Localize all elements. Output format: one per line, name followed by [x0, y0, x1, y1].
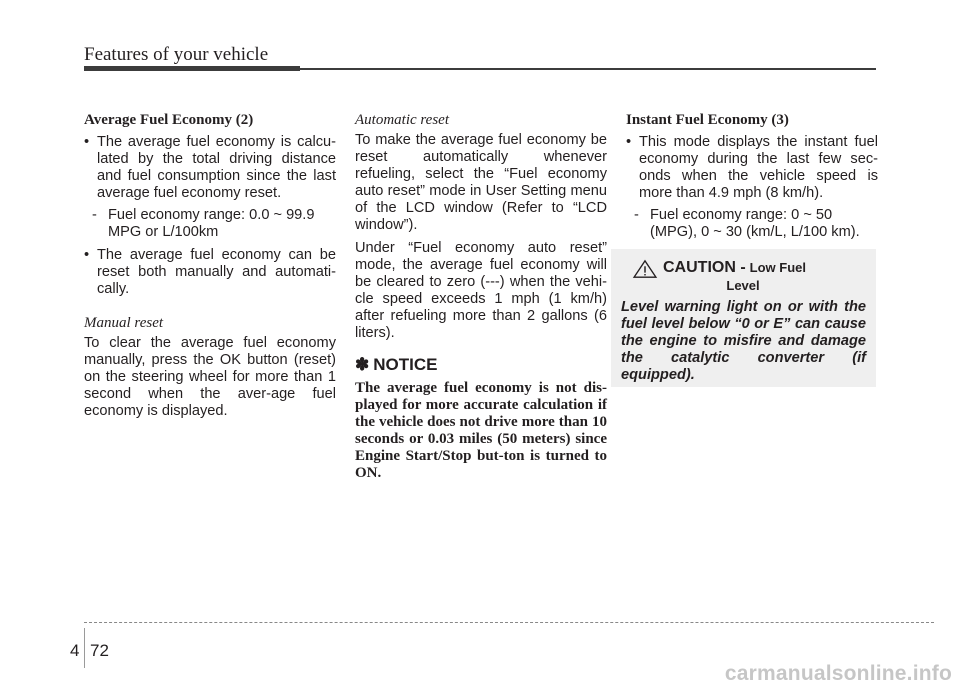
caution-box	[611, 249, 876, 387]
bullet-text: This mode displays the instant fuel economy during the last few sec-onds when the vehicle speed is more than 4.9 mph (8 km/h).	[639, 134, 878, 201]
header-rule	[300, 68, 876, 70]
dash-item	[84, 207, 336, 241]
header-bar-accent	[84, 66, 300, 71]
bullet-item	[84, 134, 336, 202]
bullet-dot: •	[84, 247, 90, 263]
caution-label: CAUTION -	[663, 259, 746, 276]
manual-reset-text: To clear the average fuel economy manually, press the OK button (reset) on the steering wheel for more than 1 second when the aver-age fuel economy is displayed.	[84, 335, 336, 419]
warning-triangle-icon	[631, 259, 659, 279]
column-middle	[355, 112, 607, 482]
caution-header	[621, 259, 866, 293]
caution-subject-line1: Low Fuel	[749, 260, 806, 275]
column-right	[626, 112, 878, 247]
notice-text: The average fuel economy is not dis-played for more accurate calculation if the vehicle does not drive more than 10 seconds or 0.03 miles (50 meters) since Engine Start/Stop but-ton is turned to ON.	[355, 380, 607, 481]
caution-text: Level warning light on or with the fuel level below “0 or E” can cause the engine to misfire and damage the catalytic converter (if equipped).	[621, 299, 866, 383]
page-number: 72	[90, 641, 109, 660]
notice-heading	[355, 356, 607, 373]
automatic-reset-title: Automatic reset	[355, 112, 450, 128]
dash-item	[626, 207, 878, 241]
chapter-number: 4	[70, 641, 80, 660]
auto-reset-mode-text: Under “Fuel economy auto reset” mode, the average fuel economy will be cleared to zero (---) when the vehi-cle speed exceeds 1 mph (1 km/h) after refueling more than 2 gallons (6 liters).	[355, 240, 607, 341]
dash-mark: -	[92, 207, 97, 223]
bullet-text: The average fuel economy can be reset both manually and automati-cally.	[97, 247, 336, 297]
page-header-title: Features of your vehicle	[84, 44, 269, 65]
bullet-dot: •	[84, 134, 90, 150]
dash-text: Fuel economy range: 0.0 ~ 99.9 MPG or L/100km	[108, 207, 315, 240]
watermark-text: carmanualsonline.info	[724, 662, 952, 685]
column-left	[84, 112, 336, 426]
asterisk-icon: ✽	[355, 355, 370, 374]
page-number-divider	[84, 628, 85, 668]
bullet-item	[626, 134, 878, 202]
caution-subject-line2: Level	[726, 278, 760, 293]
automatic-reset-text: To make the average fuel economy be reset automatically whenever refueling, select the “Fuel economy auto reset” mode in User Setting menu of the LCD window (Refer to “LCD window”).	[355, 132, 607, 233]
avg-fuel-economy-title: Average Fuel Economy (2)	[84, 112, 254, 128]
bullet-item	[84, 247, 336, 298]
footer-rule	[84, 622, 934, 623]
bullet-text: The average fuel economy is calcu-lated by the total driving distance and fuel consumption since the last average fuel economy reset.	[97, 134, 336, 201]
manual-reset-title: Manual reset	[84, 315, 164, 331]
instant-fuel-economy-title: Instant Fuel Economy (3)	[626, 112, 789, 128]
bullet-dot: •	[626, 134, 632, 150]
dash-mark: -	[634, 207, 639, 223]
dash-text: Fuel economy range: 0 ~ 50 (MPG), 0 ~ 30 (km/L, L/100 km).	[650, 207, 860, 240]
notice-label: NOTICE	[373, 355, 438, 374]
